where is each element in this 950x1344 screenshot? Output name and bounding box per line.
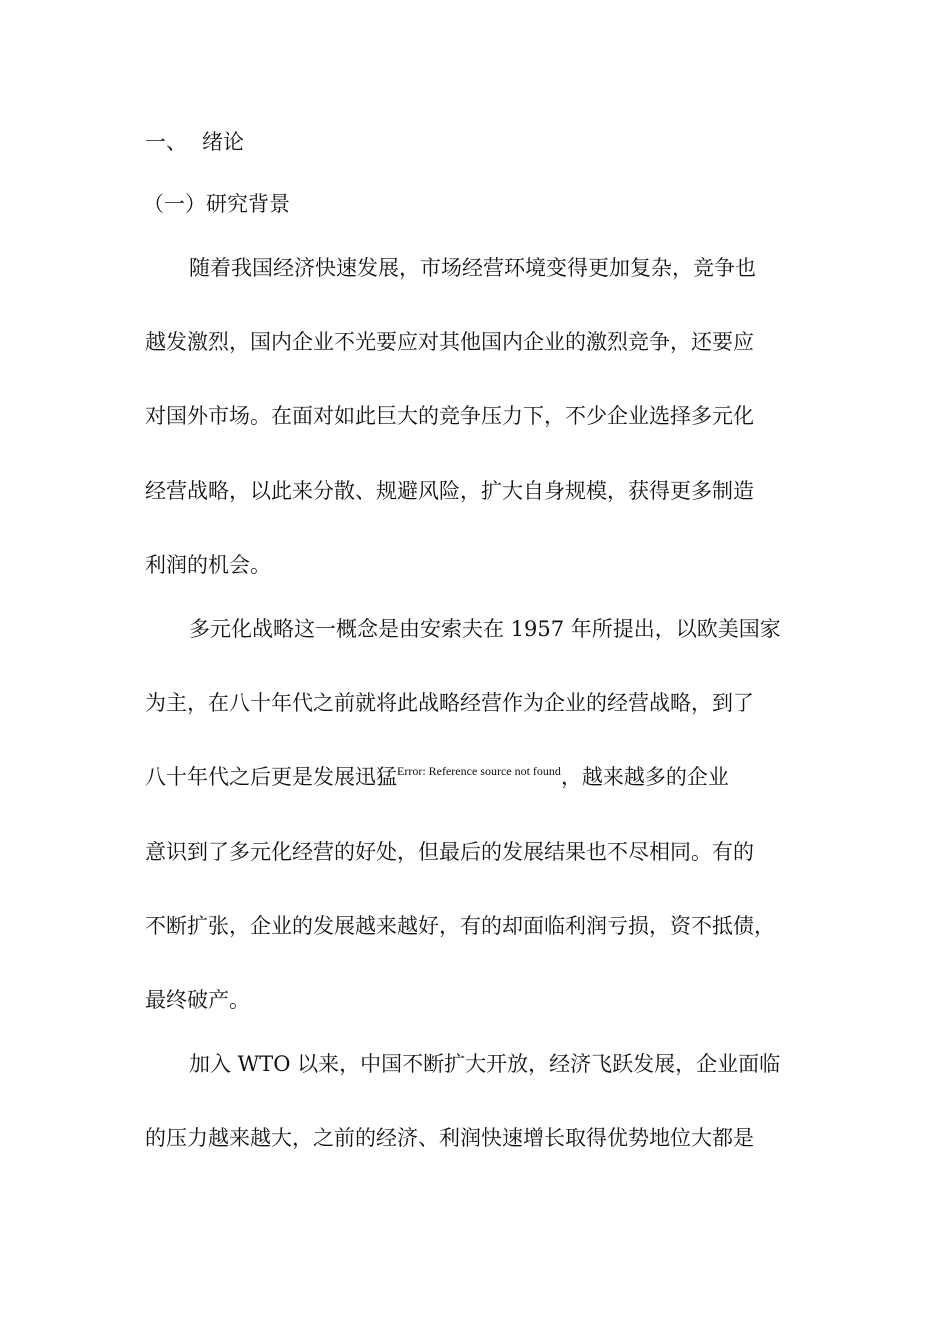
paragraph-line: 最终破产。 <box>145 988 250 1012</box>
section-heading <box>145 127 244 157</box>
subsection-heading: （一）研究背景 <box>143 192 290 216</box>
text-after-reference: ，越来越多的企业 <box>560 765 729 789</box>
paragraph-line: 利润的机会。 <box>145 553 271 577</box>
paragraph-line: 随着我国经济快速发展，市场经营环境变得更加复杂，竞争也 <box>189 256 756 280</box>
paragraph-line-with-reference <box>145 762 729 792</box>
text-before-reference: 八十年代之后更是发展迅猛 <box>145 765 397 789</box>
paragraph-line: 对国外市场。在面对如此巨大的竞争压力下，不少企业选择多元化 <box>145 404 754 428</box>
reference-error-link[interactable]: Error: Reference source not found <box>397 764 561 778</box>
paragraph-line: 意识到了多元化经营的好处，但最后的发展结果也不尽相同。有的 <box>145 840 754 864</box>
section-number: 一、 <box>145 130 187 154</box>
paragraph-line: 不断扩张，企业的发展越来越好，有的却面临利润亏损，资不抵债， <box>145 914 775 938</box>
paragraph-line: 加入 WTO 以来，中国不断扩大开放，经济飞跃发展，企业面临 <box>189 1052 781 1076</box>
paragraph-line: 的压力越来越大，之前的经济、利润快速增长取得优势地位大都是 <box>145 1126 754 1150</box>
paragraph-line: 经营战略，以此来分散、规避风险，扩大自身规模，获得更多制造 <box>145 479 754 503</box>
paragraph-line: 为主，在八十年代之前就将此战略经营作为企业的经营战略，到了 <box>145 691 754 715</box>
paragraph-line: 多元化战略这一概念是由安索夫在 1957 年所提出，以欧美国家 <box>189 617 781 641</box>
section-title: 绪论 <box>202 130 244 154</box>
paragraph-line: 越发激烈，国内企业不光要应对其他国内企业的激烈竞争，还要应 <box>145 330 754 354</box>
